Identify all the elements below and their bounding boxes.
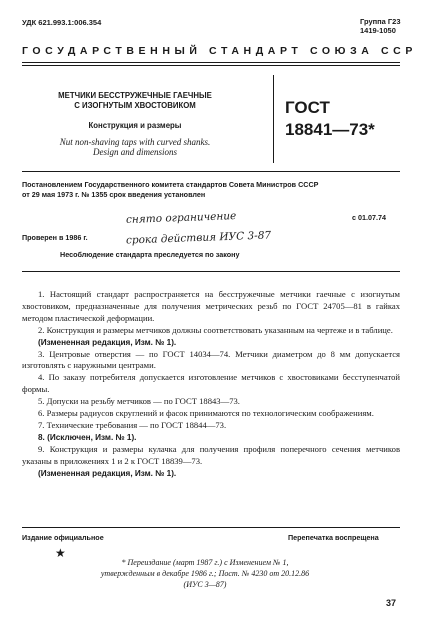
divider-footer [22, 527, 400, 528]
en-title-line-1: Nut non-shaving taps with curved shanks. [59, 137, 211, 147]
divider-body [22, 271, 400, 272]
en-title-line-2: Design and dimensions [93, 147, 177, 157]
note-line-2: утвержденным в декабре 1986 г.; Пост. № 4230 от 20.12.86 [100, 569, 310, 578]
paragraph-7: 7. Технические требования — по ГОСТ 18844—73. [38, 419, 227, 430]
gost-designation: 18841—73* [285, 120, 375, 139]
amendment-note-2: (Измененная редакция, Изм. № 1). [38, 468, 177, 478]
group-label: Группа Г23 [360, 17, 401, 26]
body-text [22, 289, 400, 480]
checked-year: Проверен в 1986 г. [22, 233, 88, 242]
group-code [360, 17, 401, 35]
gost-label: ГОСТ [285, 98, 330, 117]
gost-number [285, 97, 375, 141]
reissue-note [60, 557, 350, 590]
page-number: 37 [386, 598, 397, 608]
ru-title-line-2: С ИЗОГНУТЫМ ХВОСТОВИКОМ [74, 101, 196, 110]
ru-title-line-1: МЕТЧИКИ БЕССТРУЖЕЧНЫЕ ГАЕЧНЫЕ [58, 91, 212, 100]
divider-top [22, 62, 400, 63]
official-edition: Издание официальное [22, 533, 104, 542]
legal-notice: Несоблюдение стандарта преследуется по закону [60, 250, 240, 259]
effective-date: с 01.07.74 [352, 213, 386, 222]
decree-text [22, 180, 400, 200]
paragraph-8: 8. (Исключен, Изм. № 1). [38, 432, 137, 442]
decree-line-2: от 29 мая 1973 г. № 1355 срок введения установлен [22, 190, 206, 199]
paragraph-6: 6. Размеры радиусов скруглений и фасок принимаются по технологическим соображениям. [38, 408, 374, 419]
paragraph-3: 3. Центровые отверстия — по ГОСТ 14034—74. Метчики диаметром до 8 мм допускается изготовлять с наружными центрами. [22, 348, 400, 371]
reprint-prohibited: Перепечатка воспрещена [288, 533, 379, 542]
handwritten-note-1: снято ограничение [125, 210, 237, 226]
paragraph-2: 2. Конструкция и размеры метчиков должны соответствовать указанным на чертеже и в таблице. [38, 324, 393, 335]
paragraph-4: 4. По заказу потребителя допускается изготовление метчиков с хвостовиками бесступенчатой формы. [22, 372, 400, 395]
title-divider [273, 75, 274, 163]
divider-mid [22, 171, 400, 172]
handwritten-note-2: срока действия ИУС 3-87 [125, 229, 272, 247]
amendment-note-1: (Измененная редакция, Изм. № 1). [38, 337, 177, 347]
document-subtitle-ru: Конструкция и размеры [88, 121, 182, 130]
note-line-3: (ИУС 3—87) [183, 580, 227, 589]
decree-line-1: Постановлением Государственного комитета стандартов Совета Министров СССР [22, 180, 319, 189]
standard-title: ГОСУДАРСТВЕННЫЙ СТАНДАРТ СОЮЗА ССР [22, 45, 417, 57]
paragraph-9: 9. Конструкция и размеры кулачка для получения профиля поперечного сечения метчиков указаны в приложениях 1 и 2 к ГОСТ 18839—73. [22, 443, 400, 466]
star-icon: ★ [55, 546, 66, 560]
udk-code: УДК 621.993.1:006.354 [22, 18, 102, 27]
document-title-ru [40, 91, 230, 111]
okp-code: 1419-1050 [360, 26, 396, 35]
document-title-en [40, 137, 230, 157]
divider-top-2 [22, 65, 400, 66]
paragraph-1: 1. Настоящий стандарт распространяется на бесстружечные метчики гаечные с изогнутым хвостовиком, предназначенные для получения метрических резьб по ГОСТ 24705—81 в гайках методом пластической деформации. [22, 289, 400, 323]
note-line-1: * Переиздание (март 1987 г.) с Изменением № 1, [121, 558, 289, 567]
paragraph-5: 5. Допуски на резьбу метчиков — по ГОСТ 18843—73. [38, 396, 240, 407]
